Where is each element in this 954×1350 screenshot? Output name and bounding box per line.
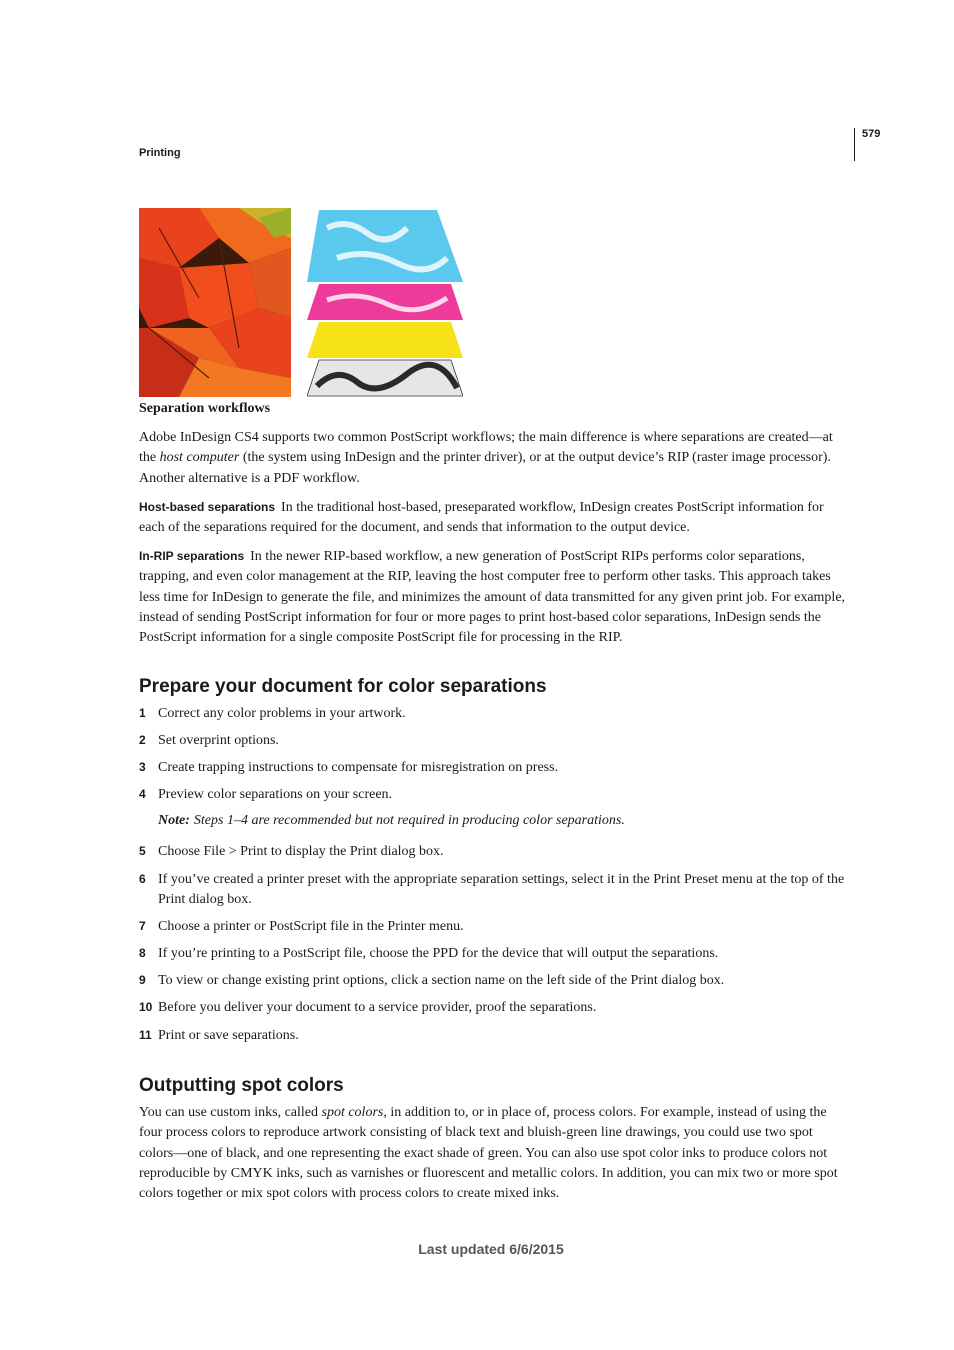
step-number: 8 bbox=[139, 946, 146, 960]
step-item bbox=[139, 971, 849, 991]
spot-text-start: You can use custom inks, called bbox=[139, 1105, 318, 1120]
note bbox=[158, 813, 848, 829]
host-based-text: In the traditional host-based, preseparated workflow, InDesign creates PostScript information for each of the separations required for the document, and sends that information to the output device. bbox=[139, 500, 824, 536]
step-item bbox=[139, 944, 849, 964]
step-number: 2 bbox=[139, 733, 146, 747]
figure-caption: Separation workflows bbox=[139, 401, 271, 416]
spot-italic-term: spot colors bbox=[321, 1105, 384, 1120]
separation-figure bbox=[139, 208, 469, 398]
host-based-paragraph bbox=[139, 497, 849, 539]
footer-label: Last updated bbox=[418, 1241, 506, 1257]
step-number: 11 bbox=[139, 1028, 152, 1042]
cmyk-layers-illustration bbox=[307, 208, 463, 398]
step-text: Set overprint options. bbox=[158, 733, 279, 748]
step-number: 6 bbox=[139, 872, 146, 886]
step-item bbox=[139, 842, 849, 862]
step-item bbox=[139, 758, 849, 778]
intro-text-end: (the system using InDesign and the printer driver), or at the output device’s RIP (raster image processor). Another alternative is a PDF workflow. bbox=[139, 450, 831, 486]
spot-colors-heading: Outputting spot colors bbox=[139, 1075, 344, 1096]
intro-text-start: Adobe InDesign CS4 supports two common PostScript workflows; the main difference is where separations are bbox=[139, 430, 765, 445]
section-name: Printing bbox=[139, 147, 181, 159]
step-item bbox=[139, 785, 849, 805]
step-text: If you’ve created a printer preset with the appropriate separation settings, select it in the Print Preset menu at the top of the Print dialog box. bbox=[158, 872, 845, 907]
host-based-term: Host-based separations bbox=[139, 500, 276, 514]
step-text: Print or save separations. bbox=[158, 1028, 299, 1043]
footer-date: 6/6/2015 bbox=[509, 1241, 564, 1257]
step-text: Before you deliver your document to a service provider, proof the separations. bbox=[158, 1000, 597, 1015]
step-number: 5 bbox=[139, 844, 146, 858]
note-label: Note: bbox=[158, 813, 190, 828]
step-text: Correct any color problems in your artwork. bbox=[158, 706, 406, 721]
step-number: 10 bbox=[139, 1000, 153, 1014]
spot-colors-paragraph bbox=[139, 1103, 849, 1204]
step-text: Choose a printer or PostScript file in the Printer menu. bbox=[158, 919, 464, 934]
step-text: Preview color separations on your screen. bbox=[158, 787, 393, 802]
step-text: If you’re printing to a PostScript file, choose the PPD for the device that will output the separations. bbox=[158, 946, 719, 961]
step-item bbox=[139, 870, 849, 909]
step-text: To view or change existing print options, click a section name on the left side of the Print dialog box. bbox=[158, 973, 725, 988]
step-item bbox=[139, 704, 849, 724]
step-text: Choose File > Print to display the Print dialog box. bbox=[158, 844, 444, 859]
footer bbox=[0, 1241, 954, 1257]
in-rip-paragraph bbox=[139, 546, 849, 648]
page-number: 579 bbox=[862, 128, 881, 140]
step-item bbox=[139, 917, 849, 937]
in-rip-term: In-RIP separations bbox=[139, 549, 245, 563]
spot-text-rest: , in addition to, or in place of, process colors. For example, instead of using the four process colors to reproduce artwork consisting of black text and bluish-green line drawings, you could use two spot colors—one of black, and one representing the exact shade of green. You can also use spot color inks to produce colors not reproducible by CMYK inks, such as varnishes or fluorescent and metallic colors. In addition, you can mix two or more spot colors together or mix spot colors with process colors to create mixed inks. bbox=[139, 1105, 838, 1202]
step-number: 3 bbox=[139, 760, 146, 774]
prepare-heading: Prepare your document for color separations bbox=[139, 676, 547, 697]
note-text: Steps 1–4 are recommended but not required in producing color separations. bbox=[193, 813, 625, 828]
step-number: 9 bbox=[139, 973, 146, 987]
intro-italic-term: host computer bbox=[159, 450, 240, 466]
step-item bbox=[139, 998, 849, 1018]
intro-text-mid: created—at the bbox=[139, 430, 833, 466]
step-number: 7 bbox=[139, 919, 146, 933]
step-item bbox=[139, 1026, 849, 1046]
step-number: 1 bbox=[139, 706, 146, 720]
intro-paragraph bbox=[139, 428, 849, 489]
leaves-photo bbox=[139, 208, 291, 397]
step-item bbox=[139, 731, 849, 751]
step-text: Create trapping instructions to compensate for misregistration on press. bbox=[158, 760, 559, 775]
step-number: 4 bbox=[139, 787, 146, 801]
in-rip-text: In the newer RIP-based workflow, a new generation of PostScript RIPs performs color separations, trapping, and even color management at the RIP, leaving the host computer free to perform other tasks. This approach takes less time for InDesign to generate the file, and minimizes the amount of data transmitted for any given print job. For example, instead of sending PostScript information for four or more pages to print host-based color separations, InDesign sends the PostScript information for a single composite PostScript file for processing in the RIP. bbox=[139, 549, 846, 646]
header-rule bbox=[854, 128, 855, 161]
